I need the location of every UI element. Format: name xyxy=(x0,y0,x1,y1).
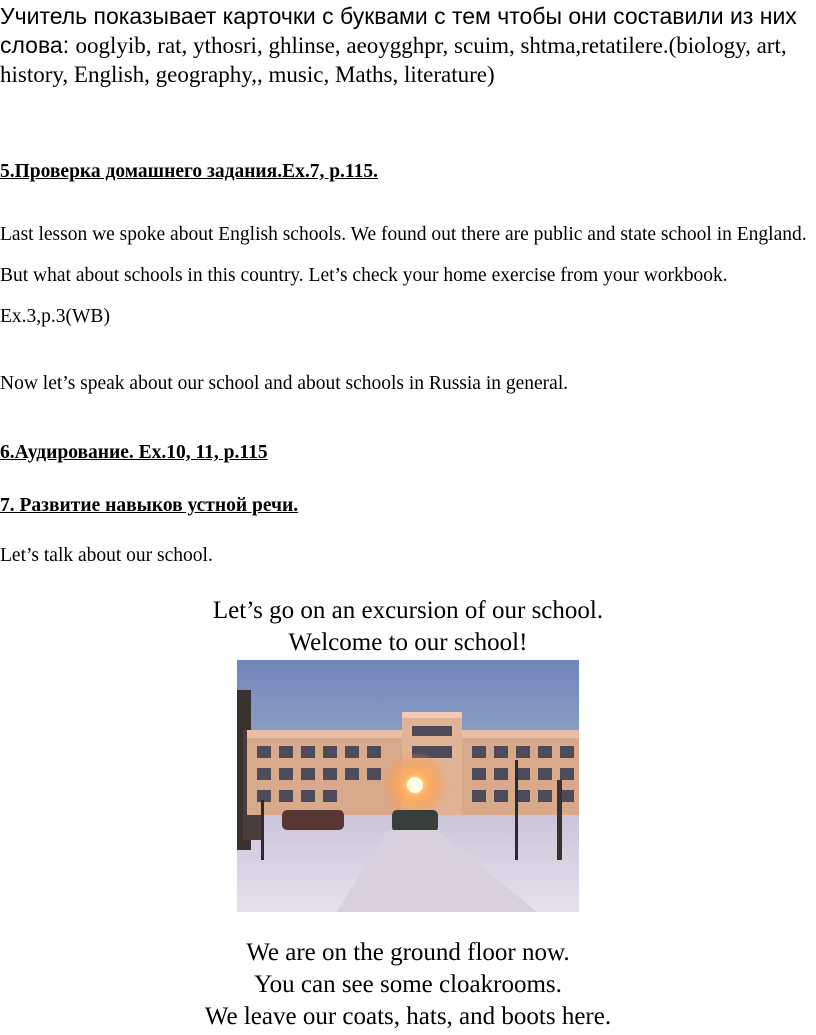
talk-paragraph: Let’s talk about our school. xyxy=(0,545,213,566)
intro-word-list: ooglyib, rat, ythosri, ghlinse, aeoygghpr, scuim, shtma,retatilere.(biology, art, history, English, geography,, music, Maths, literature) xyxy=(0,33,787,87)
homework-paragraph: Last lesson we spoke about English schools. We found out there are public and state school in England. But what about schools in this country. Let’s check your home exercise from your workbook. Ex.3,p.3(WB) xyxy=(0,224,807,327)
intro-russian-text: Учитель показывает карточки с буквами с тем чтобы они составили из них слова: xyxy=(0,3,797,58)
russia-schools-paragraph: Now let’s speak about our school and about schools in Russia in general. xyxy=(0,373,569,394)
ground-floor-line-1: We are on the ground floor now. xyxy=(246,939,570,966)
section-6-heading: 6.Аудирование. Ex.10, 11, p.115 xyxy=(0,442,268,463)
excursion-line-1: Let’s go on an excursion of our school. xyxy=(212,597,604,624)
school-building-photo xyxy=(237,660,579,912)
ground-floor-line-2: You can see some cloakrooms. xyxy=(254,971,562,998)
section-5-heading: 5.Проверка домашнего задания.Ex.7, p.115. xyxy=(0,161,378,182)
ground-floor-line-3: We leave our coats, hats, and boots here. xyxy=(204,1003,612,1030)
excursion-line-2: Welcome to our school! xyxy=(288,629,528,656)
intro-paragraph xyxy=(0,2,816,89)
section-7-heading: 7. Развитие навыков устной речи. xyxy=(0,495,299,516)
